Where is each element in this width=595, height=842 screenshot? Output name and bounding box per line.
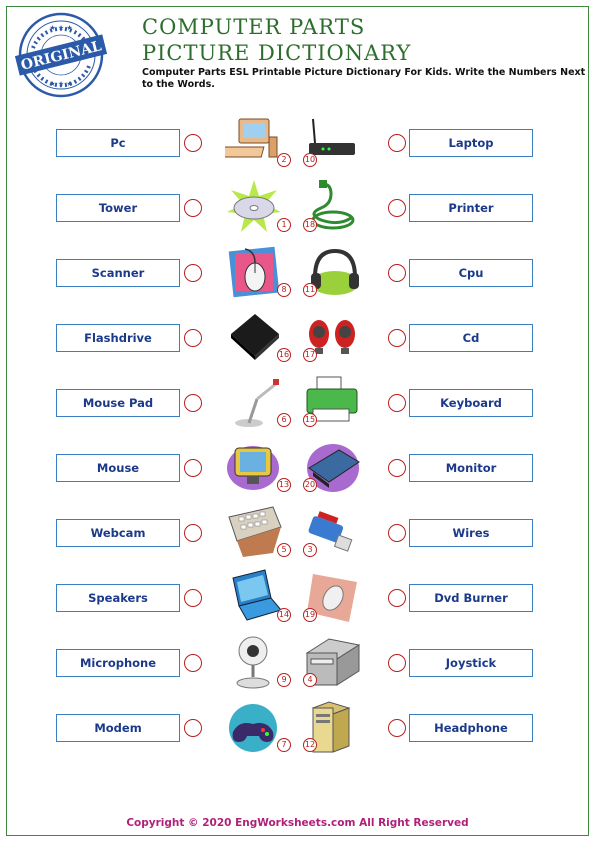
answer-circle-left[interactable] xyxy=(184,654,202,672)
joystick-icon xyxy=(225,698,283,754)
word-box-left: Tower xyxy=(56,194,180,222)
picture-number-right: 12 xyxy=(303,738,317,752)
word-box-right: Keyboard xyxy=(409,389,533,417)
picture-number-right: 19 xyxy=(303,608,317,622)
word-box-right: Cpu xyxy=(409,259,533,287)
answer-circle-left[interactable] xyxy=(184,199,202,217)
picture-number-left: 1 xyxy=(277,218,291,232)
instructions: Computer Parts ESL Printable Picture Dictionary For Kids. Write the Numbers Next to the Words. xyxy=(142,67,586,90)
page-title xyxy=(142,14,411,66)
picture-number-left: 14 xyxy=(277,608,291,622)
word-box-right: Headphone xyxy=(409,714,533,742)
dictionary-row xyxy=(0,324,595,384)
picture-number-left: 13 xyxy=(277,478,291,492)
word-box-left: Pc xyxy=(56,129,180,157)
answer-circle-right[interactable] xyxy=(388,589,406,607)
dictionary-row xyxy=(0,584,595,644)
word-box-left: Speakers xyxy=(56,584,180,612)
word-box-right: Joystick xyxy=(409,649,533,677)
picture-number-right: 20 xyxy=(303,478,317,492)
answer-circle-right[interactable] xyxy=(388,394,406,412)
picture-number-right: 17 xyxy=(303,348,317,362)
answer-circle-right[interactable] xyxy=(388,719,406,737)
dictionary-row xyxy=(0,519,595,579)
copyright-footer: Copyright © 2020 EngWorksheets.com All Right Reserved xyxy=(126,817,469,829)
word-box-left: Scanner xyxy=(56,259,180,287)
word-box-left: Mouse Pad xyxy=(56,389,180,417)
answer-circle-right[interactable] xyxy=(388,459,406,477)
monitor-icon xyxy=(225,438,283,494)
answer-circle-left[interactable] xyxy=(184,264,202,282)
word-box-left: Webcam xyxy=(56,519,180,547)
answer-circle-right[interactable] xyxy=(388,329,406,347)
picture-number-right: 18 xyxy=(303,218,317,232)
picture-number-right: 15 xyxy=(303,413,317,427)
computer-desktop-icon xyxy=(225,113,283,169)
original-stamp-icon xyxy=(10,10,112,100)
dictionary-row xyxy=(0,649,595,709)
picture-number-left: 7 xyxy=(277,738,291,752)
word-box-left: Flashdrive xyxy=(56,324,180,352)
dictionary-row xyxy=(0,454,595,514)
dictionary-row xyxy=(0,194,595,254)
word-box-right: Monitor xyxy=(409,454,533,482)
picture-number-right: 3 xyxy=(303,543,317,557)
svg-text:ORIGINAL: ORIGINAL xyxy=(19,38,104,74)
picture-number-left: 6 xyxy=(277,413,291,427)
answer-circle-left[interactable] xyxy=(184,719,202,737)
answer-circle-left[interactable] xyxy=(184,524,202,542)
picture-number-left: 5 xyxy=(277,543,291,557)
svg-text:★ ★ ★: ★ ★ ★ xyxy=(49,24,73,32)
word-box-right: Laptop xyxy=(409,129,533,157)
answer-circle-right[interactable] xyxy=(388,524,406,542)
picture-number-right: 11 xyxy=(303,283,317,297)
word-box-left: Modem xyxy=(56,714,180,742)
svg-text:★ ★ ★: ★ ★ ★ xyxy=(49,80,73,88)
picture-number-left: 2 xyxy=(277,153,291,167)
cd-disc-icon xyxy=(225,178,283,234)
answer-circle-left[interactable] xyxy=(184,589,202,607)
answer-circle-left[interactable] xyxy=(184,394,202,412)
dictionary-row xyxy=(0,259,595,319)
dictionary-row xyxy=(0,389,595,449)
mouse-icon xyxy=(225,243,283,299)
word-box-right: Cd xyxy=(409,324,533,352)
picture-number-left: 9 xyxy=(277,673,291,687)
answer-circle-left[interactable] xyxy=(184,329,202,347)
dictionary-row xyxy=(0,714,595,774)
word-box-left: Mouse xyxy=(56,454,180,482)
title-line-1: COMPUTER PARTS xyxy=(142,15,366,39)
answer-circle-left[interactable] xyxy=(184,134,202,152)
answer-circle-right[interactable] xyxy=(388,199,406,217)
word-box-right: Printer xyxy=(409,194,533,222)
keyboard-icon xyxy=(225,503,283,559)
cpu-chip-icon xyxy=(225,308,283,364)
answer-circle-left[interactable] xyxy=(184,459,202,477)
microphone-icon xyxy=(225,373,283,429)
dictionary-row xyxy=(0,129,595,189)
title-line-2: PICTURE DICTIONARY xyxy=(142,41,412,65)
webcam-icon xyxy=(225,633,283,689)
picture-number-right: 10 xyxy=(303,153,317,167)
answer-circle-right[interactable] xyxy=(388,654,406,672)
picture-number-right: 4 xyxy=(303,673,317,687)
picture-number-left: 8 xyxy=(277,283,291,297)
word-box-right: Dvd Burner xyxy=(409,584,533,612)
answer-circle-right[interactable] xyxy=(388,134,406,152)
answer-circle-right[interactable] xyxy=(388,264,406,282)
laptop-icon xyxy=(225,568,283,624)
word-box-right: Wires xyxy=(409,519,533,547)
word-box-left: Microphone xyxy=(56,649,180,677)
picture-number-left: 16 xyxy=(277,348,291,362)
